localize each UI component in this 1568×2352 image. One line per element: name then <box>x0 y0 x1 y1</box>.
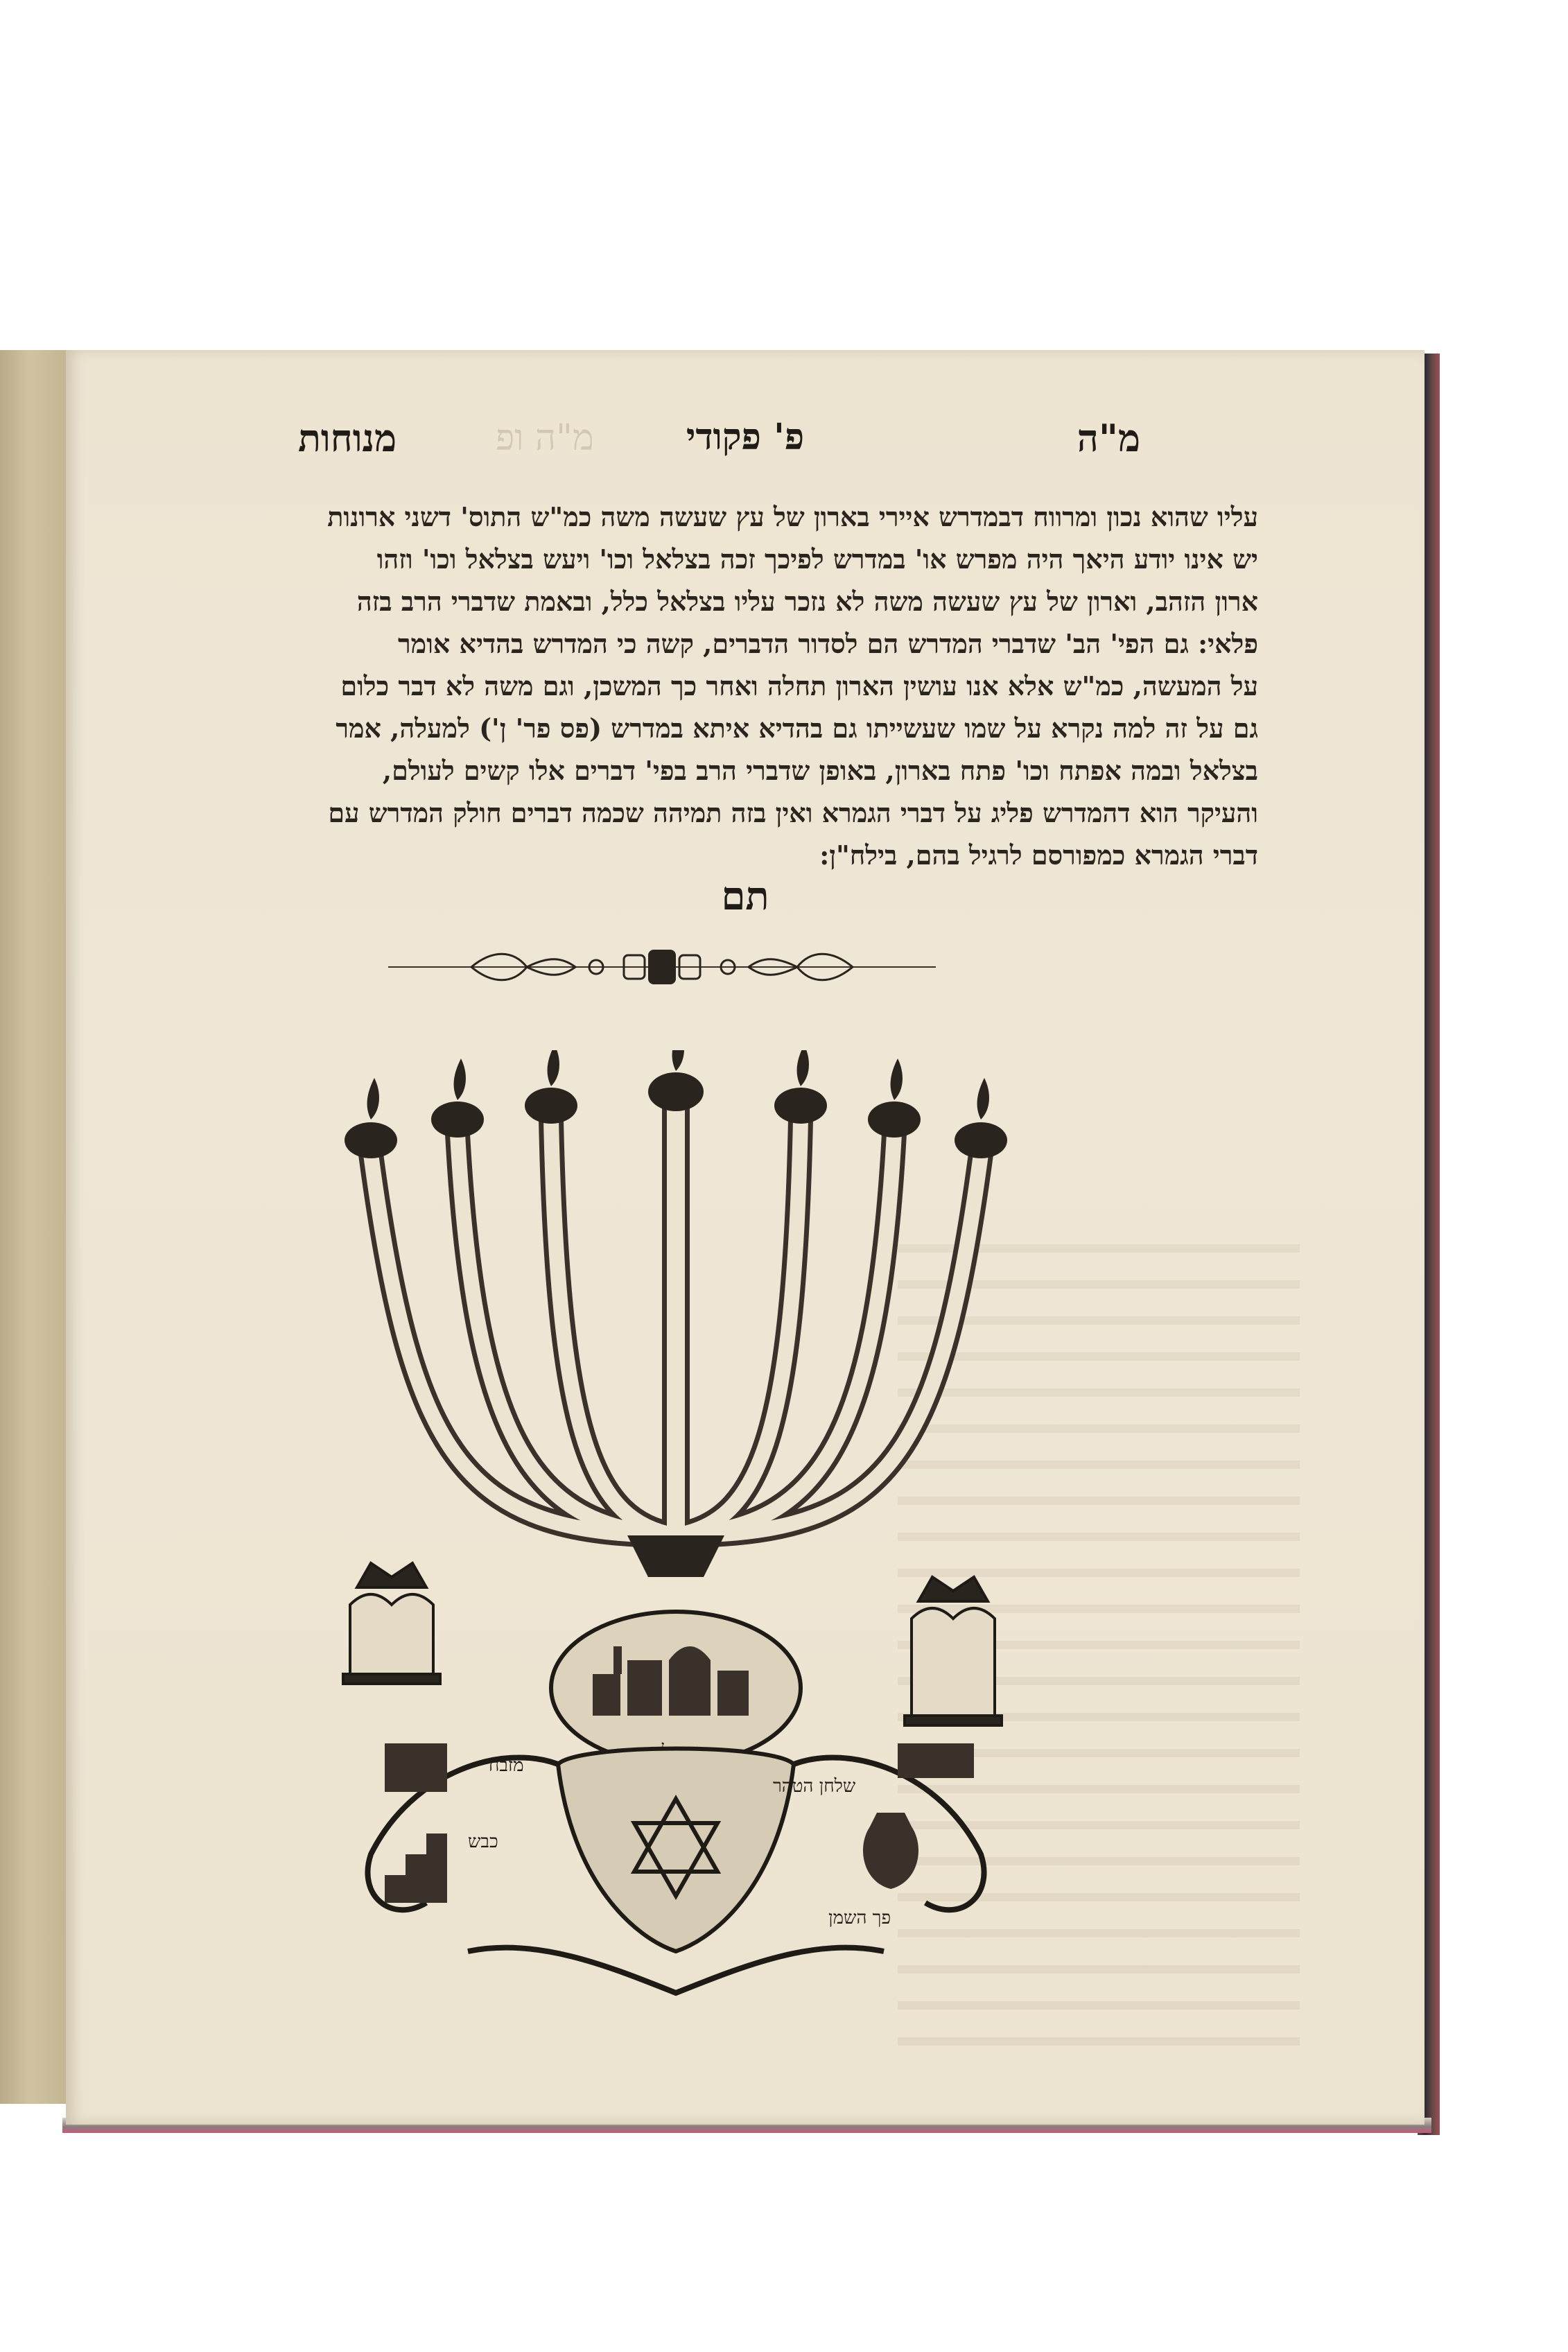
text-line: ארון הזהב, וארון של עץ שעשה משה לא נזכר עליו בצלאל כלל, ובאמת שדברי הרב בזה <box>356 586 1258 617</box>
running-header <box>66 416 1425 471</box>
text-line: עליו שהוא נכון ומרווח דבמדרש איירי בארון של עץ שעשה משה כמ"ש התוס' דשני ארונות <box>327 501 1258 532</box>
header-parsha: פ' פקודי <box>686 416 805 458</box>
header-right-title: מ"ה <box>1077 416 1140 460</box>
text-line: על המעשה, כמ"ש אלא אנו עושין הארון תחלה ואחר כך המשכן, וגם משה לא דבר כלום <box>340 670 1258 702</box>
text-line: בצלאל ובמה אפתח וכו' פתח בארון, באופן שדברי הרב בפי' דברים אלו קשים לעולם, <box>382 755 1258 786</box>
book-spine <box>0 350 66 2104</box>
kevesh-label: כבש <box>468 1831 498 1852</box>
text-last-line: דברי הגמרא כמפורסם לרגיל בהם, בילח"ן: <box>819 839 1258 871</box>
oil-jug-label: פך השמן <box>828 1908 891 1928</box>
altar-label: מזבח <box>489 1755 524 1776</box>
header-left-title: מנוחות <box>298 416 397 460</box>
text-line: פלאי: גם הפי' הב' שדברי המדרש הם לסדור הדברים, קשה כי המדרש בהדיא אומר <box>398 628 1258 659</box>
menorah-illustration <box>329 1050 1022 2021</box>
end-marker-tam: תם <box>721 873 769 919</box>
text-line: גם על זה למה נקרא על שמו שעשייתו גם בהדיא איתא במדרש (פס פר' ן') למעלה, אמר <box>336 713 1258 744</box>
header-show-through: מ"ה ופ <box>496 417 594 459</box>
book-page <box>66 350 1425 2125</box>
text-line: יש אינו יודע היאך היה מפרש או' במדרש לפיכך זכה בצלאל וכו' ויעש בצלאל וכו' וזהו <box>376 543 1258 575</box>
ornamental-divider <box>388 943 936 991</box>
shulchan-label: שלחן הטהר <box>773 1776 856 1797</box>
commentary-text <box>132 496 1258 876</box>
text-line: והעיקר הוא דהמדרש פליג על דברי הגמרא ואין בזה תמיהה שכמה דברים חולק המדרש עם <box>328 797 1258 828</box>
